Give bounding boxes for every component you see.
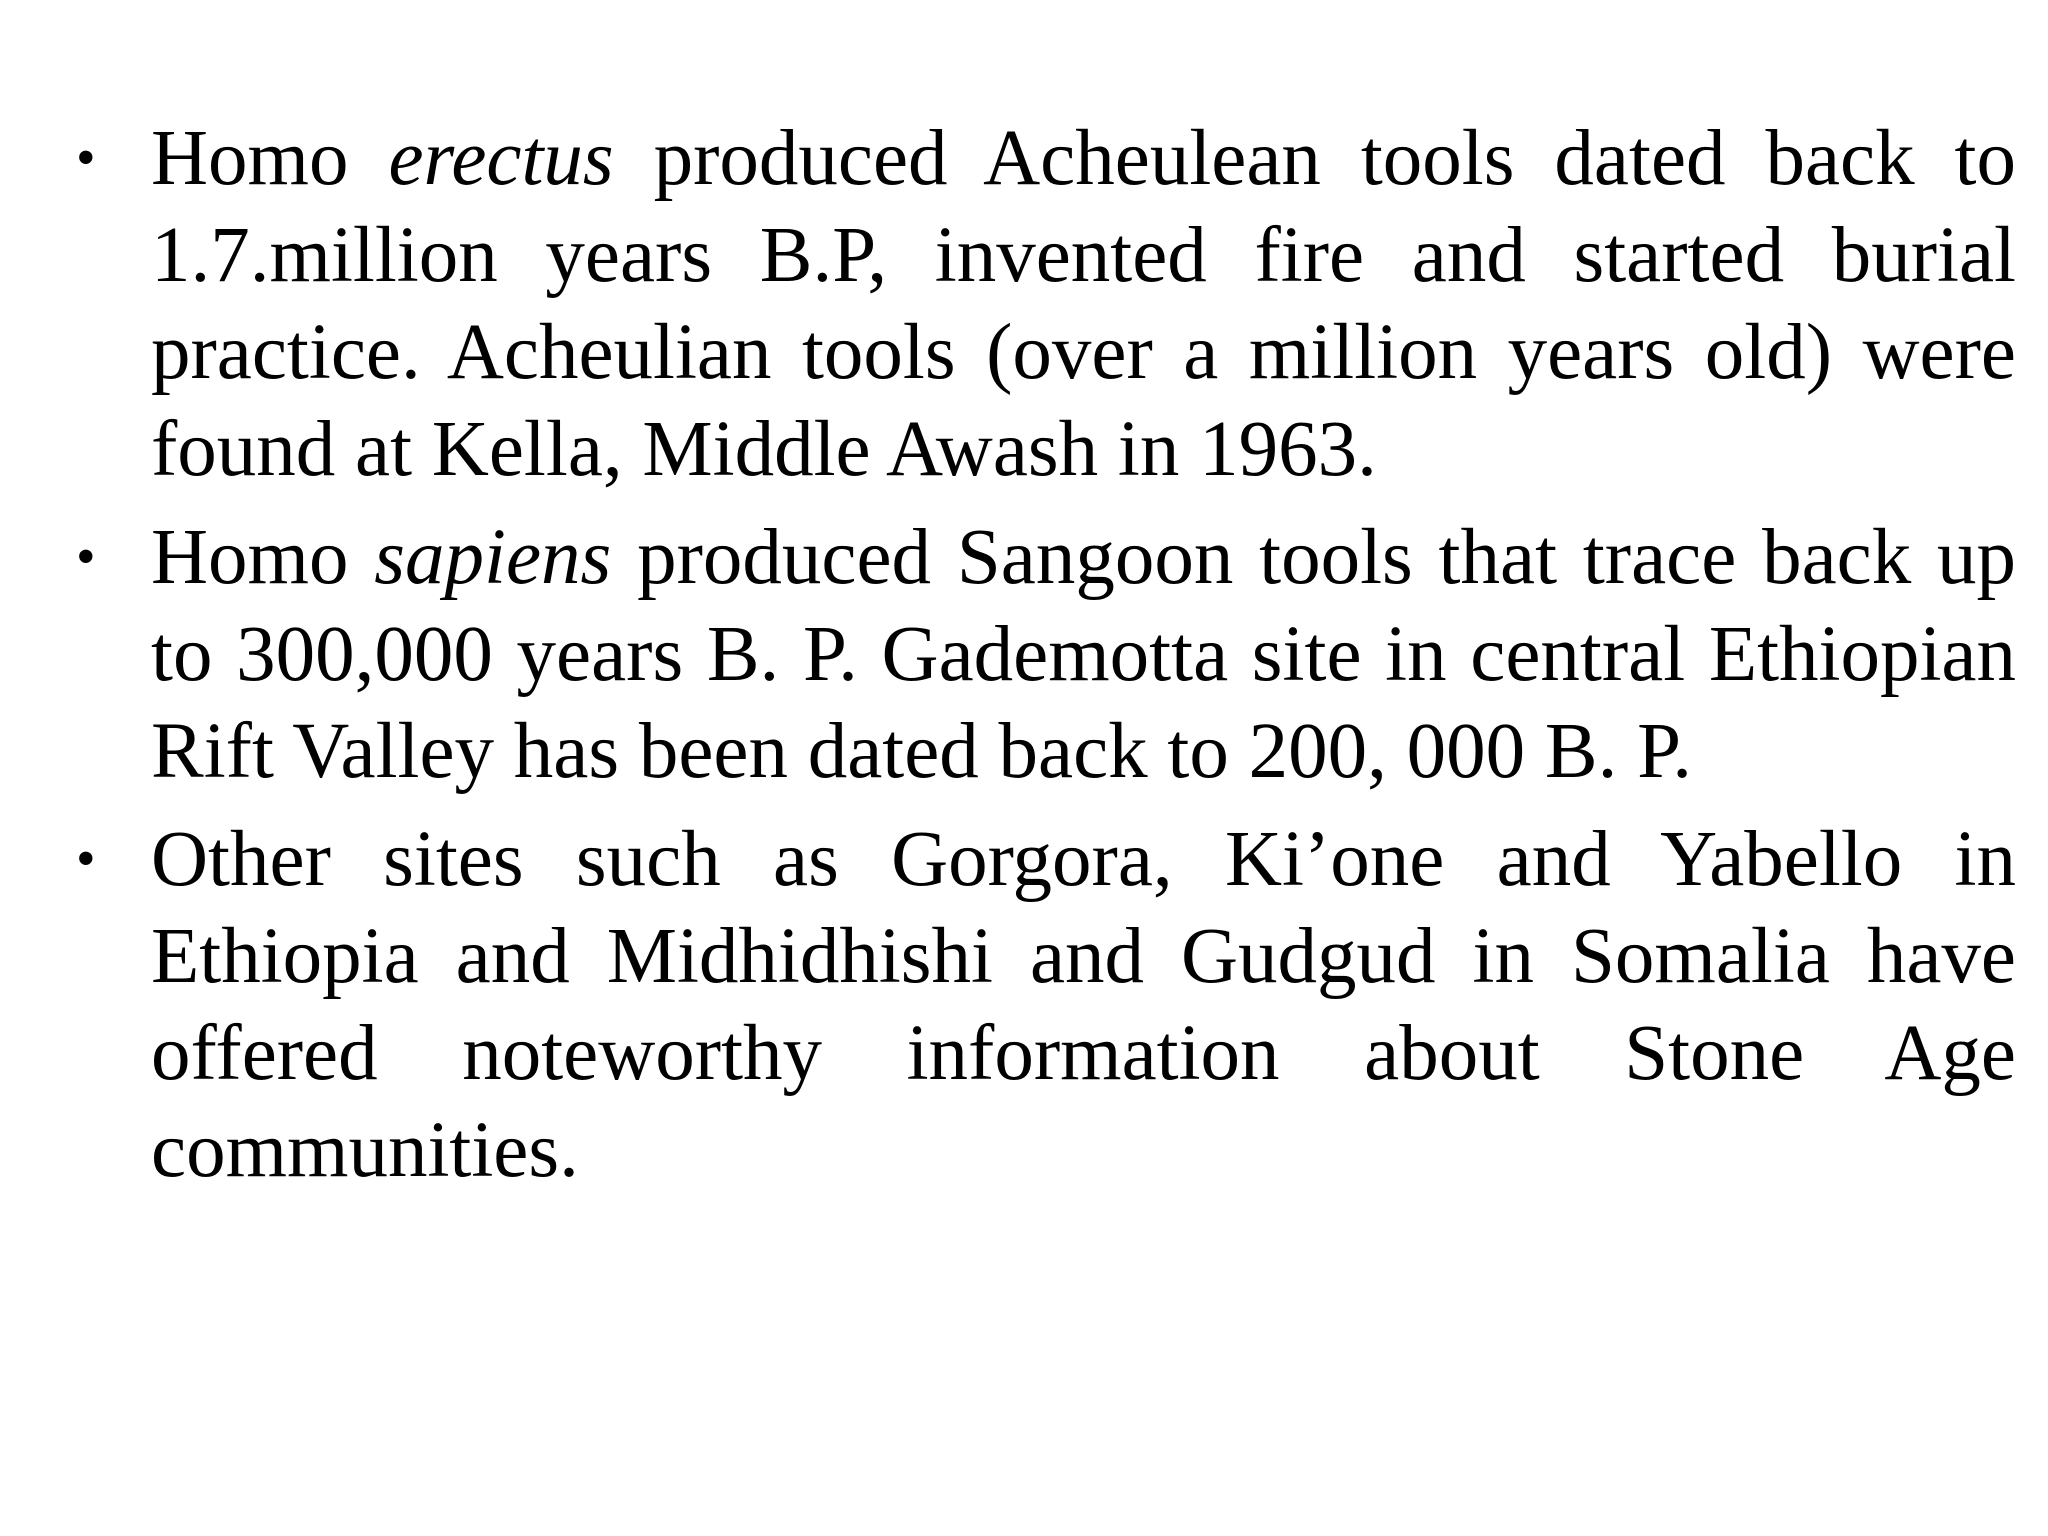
bullet-dot: • bbox=[76, 127, 96, 189]
bullet-text-pre: Homo bbox=[151, 514, 375, 601]
bullet-item-homo-erectus bbox=[76, 110, 2016, 498]
bullet-text-post: produced Sangoon tools that trace back up to 300,000 years B. P. Gademotta site in central Ethiopian Rift Valley has been dated back to 200, 000 B. P. bbox=[151, 514, 2016, 795]
bullet-text-post: produced Acheulean tools dated back to 1.7.million years B.P, invented fire and started burial practice. Acheulian tools (over a million years old) were found at Kella, Middle Awash in 1963. bbox=[151, 115, 2016, 493]
bullet-dot: • bbox=[76, 828, 96, 890]
bullet-item-homo-sapiens bbox=[76, 509, 2016, 800]
bullet-list bbox=[76, 110, 2016, 1210]
bullet-dot: • bbox=[76, 526, 96, 588]
bullet-text-pre: Homo bbox=[151, 115, 389, 202]
species-name-italic: sapiens bbox=[374, 514, 612, 601]
bullet-text-pre: Other sites such as Gorgora, Ki’one and Yabello in Ethiopia and Midhidhishi and Gudgud in Somalia have offered noteworthy information about Stone Age communities. bbox=[151, 816, 2016, 1194]
bullet-item-other-sites bbox=[76, 811, 2016, 1199]
species-name-italic: erectus bbox=[388, 115, 614, 202]
